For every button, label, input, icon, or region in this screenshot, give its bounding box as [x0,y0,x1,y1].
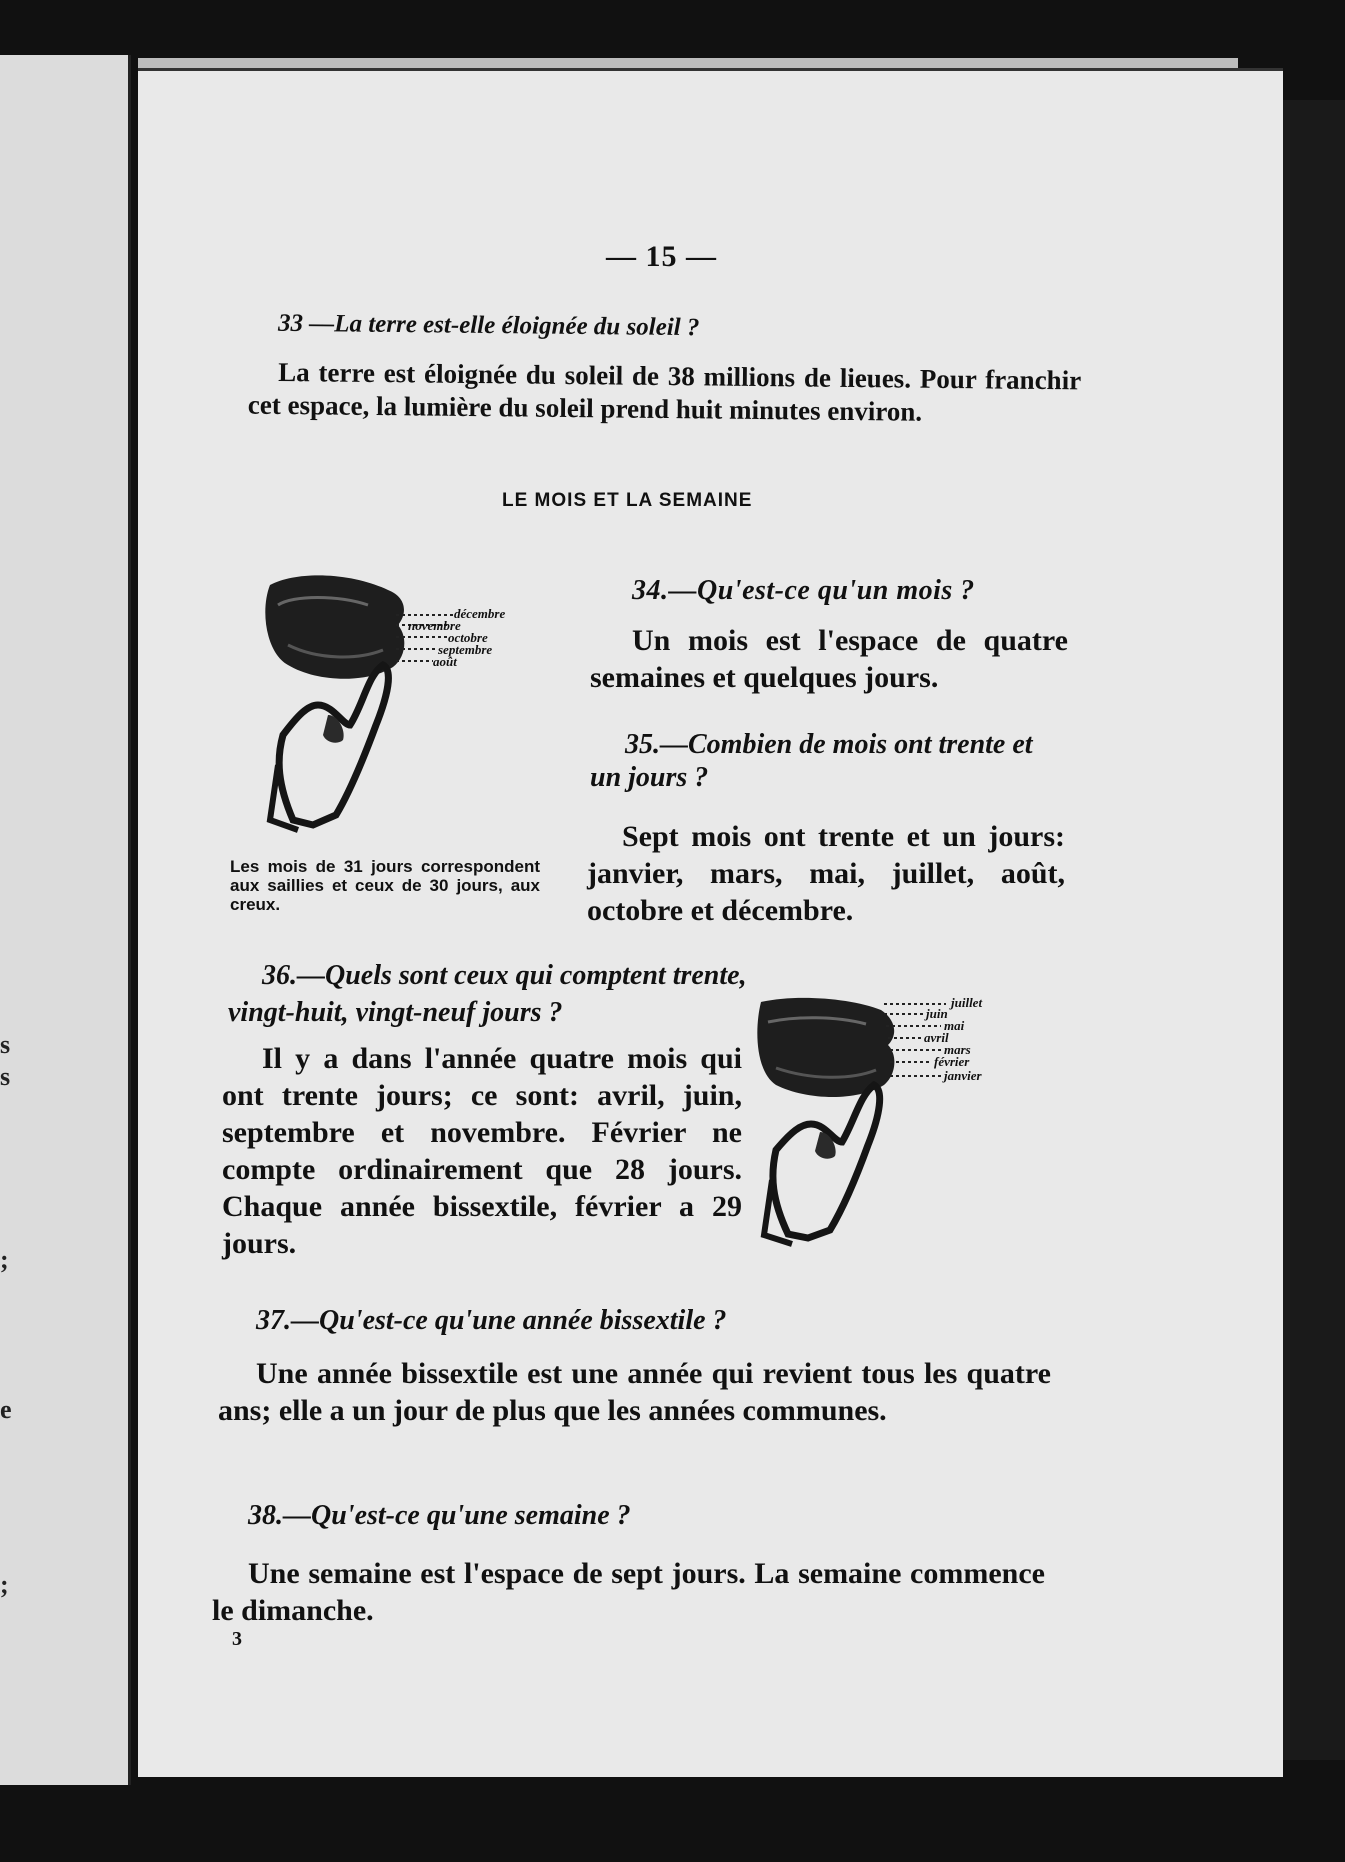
question-37: 37.—Qu'est-ce qu'une année bissextile ? [256,1305,727,1336]
left-page-fragment: s [0,1062,11,1091]
figure1-caption: Les mois de 31 jours correspondent aux saillies et ceux de 30 jours, aux creux. [230,857,540,914]
adjacent-page [0,55,131,1785]
figure2-month-label: janvier [944,1068,982,1083]
fist-illustration-1 [258,565,558,835]
left-page-fragment: s [0,1030,11,1059]
section-heading: LE MOIS ET LA SEMAINE [502,490,753,511]
figure1-month-label: septembre [438,642,493,657]
question-35: 35.—Combien de mois ont trente et un jours ? [590,729,1033,793]
left-page-fragment: ; [0,1245,9,1274]
question-33: 33 —La terre est-elle éloignée du soleil ? [277,309,700,342]
answer-37: Une année bissextile est une année qui revient tous les quatre ans; elle a un jour de plus que les années communes. [218,1357,1051,1427]
figure2-month-label: mars [944,1042,971,1057]
question-34: 34.—Qu'est-ce qu'un mois ? [632,575,975,606]
left-page-fragment: ; [0,1570,9,1599]
figure2-month-label: avril [924,1030,949,1045]
question-38: 38.—Qu'est-ce qu'une semaine ? [248,1500,631,1531]
figure2-month-label: juillet [951,995,983,1010]
left-page-fragment: e [0,1395,12,1424]
answer-33: La terre est éloignée du soleil de 38 millions de lieues. Pour franchir cet espace, la lumière du soleil prend huit minutes environ. [247,356,1082,427]
figure1-month-label: décembre [454,606,506,621]
scan-right-edge [1283,100,1345,1760]
answer-38: Une semaine est l'espace de sept jours. La semaine commence le dimanche. [212,1557,1045,1627]
answer-36: Il y a dans l'année quatre mois qui ont trente jours; ce sont: avril, juin, septembre et novembre. Février ne compte ordinairement que 28 jours. Chaque année bissextile, février a 29 jours. [222,1042,742,1260]
figure1-month-label: août [433,654,457,669]
figure1-month-label: octobre [448,630,488,645]
signature-mark: 3 [232,1628,242,1650]
figure1-month-label: novembre [408,618,461,633]
question-36: 36.—Quels sont ceux qui comptent trente, vingt-huit, vingt-neuf jours ? [228,960,747,1028]
figure2-month-label: juin [926,1006,948,1021]
fist-drawing-icon [258,565,558,835]
page-number: — 15 — [606,240,717,273]
fist-drawing-icon [756,990,1046,1250]
fist-illustration-2 [756,990,1046,1250]
answer-35: Sept mois ont trente et un jours: janvier, mars, mai, juillet, août, octobre et décembre. [587,820,1065,927]
figure2-month-label: mai [944,1018,965,1033]
answer-34: Un mois est l'espace de quatre semaines et quelques jours. [590,624,1068,694]
figure2-month-label: février [934,1054,970,1069]
